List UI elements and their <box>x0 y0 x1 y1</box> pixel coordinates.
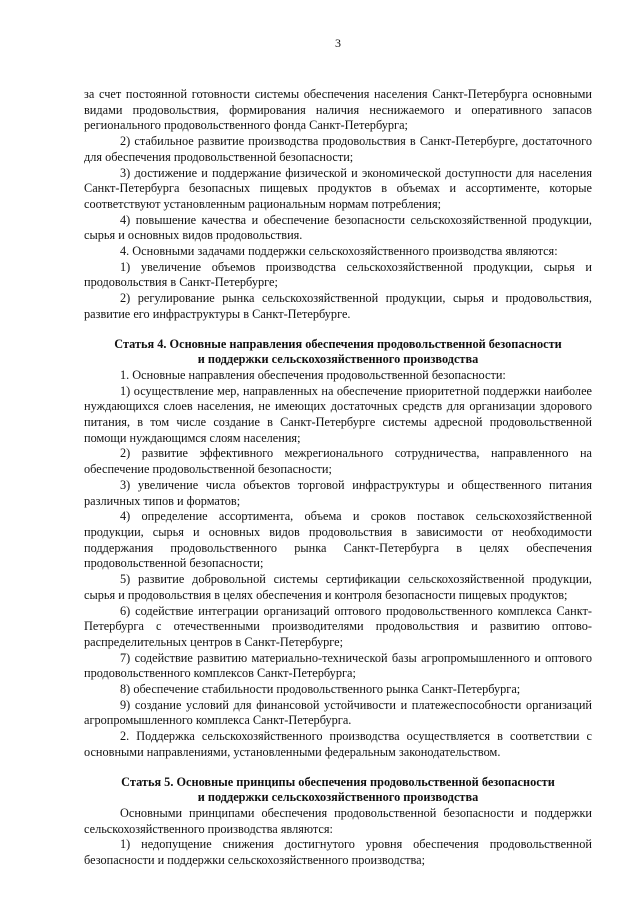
paragraph: 2) регулирование рынка сельскохозяйственной продукции, сырья и продовольствия, развитие его инфраструктуры в Санкт-Петербурге. <box>84 291 592 321</box>
article-5-heading-line-1: Статья 5. Основные принципы обеспечения продовольственной безопасности <box>121 774 555 789</box>
paragraph: 2) стабильное развитие производства продовольствия в Санкт-Петербурге, достаточного для обеспечения продовольственной безопасности; <box>84 134 592 164</box>
paragraph: 3) увеличение числа объектов торговой инфраструктуры и общественного питания различных типов и форматов; <box>84 477 592 508</box>
article-4-heading-line-1: Статья 4. Основные направления обеспечения продовольственной безопасности <box>114 336 562 351</box>
paragraph: 4. Основными задачами поддержки сельскохозяйственного производства являются: <box>120 244 558 259</box>
paragraph: 4) повышение качества и обеспечение безопасности сельскохозяйственной продукции, сырья и основных видов продовольствия. <box>84 212 592 243</box>
top-section <box>84 87 592 323</box>
paragraph: 7) содействие развитию материально-технической базы агропромышленного и оптового продовольственного комплексов Санкт-Петербурга; <box>84 650 592 681</box>
article-5-heading <box>84 775 592 806</box>
article-5-body <box>84 806 592 869</box>
paragraph: 2. Поддержка сельскохозяйственного производства осуществляется в соответствии с основными направлениями, установленными федеральным законодательством. <box>84 729 592 759</box>
page-number: 3 <box>335 36 341 50</box>
paragraph: за счет постоянной готовности системы обеспечения населения Санкт-Петербурга основными видами продовольствия, формирования наличия неснижаемого и оперативного запасов регионального продовольственного фонда Санкт-Петербурга; <box>84 87 592 133</box>
paragraph: 1. Основные направления обеспечения продовольственной безопасности: <box>120 367 506 382</box>
paragraph: 3) достижение и поддержание физической и экономической доступности для населения Санкт-Петербурга безопасных пищевых продуктов в объемах и ассортименте, которые соответствуют установленным рациональным нормам потребления; <box>84 165 592 211</box>
paragraph: 9) создание условий для финансовой устойчивости и платежеспособности организаций агропромышленного комплекса Санкт-Петербурга. <box>84 697 592 728</box>
paragraph: 1) увеличение объемов производства сельскохозяйственной продукции, сырья и продовольствия в Санкт-Петербурге; <box>84 259 592 290</box>
paragraph: 6) содействие интеграции организаций оптового продовольственного комплекса Санкт-Петербурга с отечественными производителями продовольствия и развитию оптово-распределительных центров в Санкт-Петербурге; <box>84 603 592 649</box>
article-4-body <box>84 368 592 761</box>
paragraph: 1) осуществление мер, направленных на обеспечение приоритетной поддержки наиболее нуждающихся слоев населения, не имеющих достаточных средств для организации здорового питания, в том числе создание в Санкт-Петербурге системы адресной продовольственной помощи нуждающимся слоям населения; <box>84 383 592 445</box>
article-4-heading <box>84 337 592 368</box>
paragraph: 4) определение ассортимента, объема и сроков поставок сельскохозяйственной продукции, сырья и основных видов продовольствия в зависимости от необходимости поддержания продовольственного рынка Санкт-Петербурга в целях обеспечения продовольственной безопасности; <box>84 509 592 571</box>
paragraph: 5) развитие добровольной системы сертификации сельскохозяйственной продукции, сырья и продовольствия в целях обеспечения и контроля безопасности пищевых продуктов; <box>84 572 592 602</box>
paragraph: 2) развитие эффективного межрегионального сотрудничества, направленного на обеспечение продовольственной безопасности; <box>84 446 592 477</box>
article-4-heading-line-2: и поддержки сельскохозяйственного производства <box>197 352 479 367</box>
paragraph: 1) недопущение снижения достигнутого уровня обеспечения продовольственной безопасности и поддержки сельскохозяйственного производства; <box>84 837 592 868</box>
article-5-heading-line-2: и поддержки сельскохозяйственного производства <box>197 790 479 805</box>
paragraph: 8) обеспечение стабильности продовольственного рынка Санкт-Петербурга; <box>120 682 521 697</box>
paragraph: Основными принципами обеспечения продовольственной безопасности и поддержки сельскохозяйственного производства являются: <box>84 805 592 836</box>
